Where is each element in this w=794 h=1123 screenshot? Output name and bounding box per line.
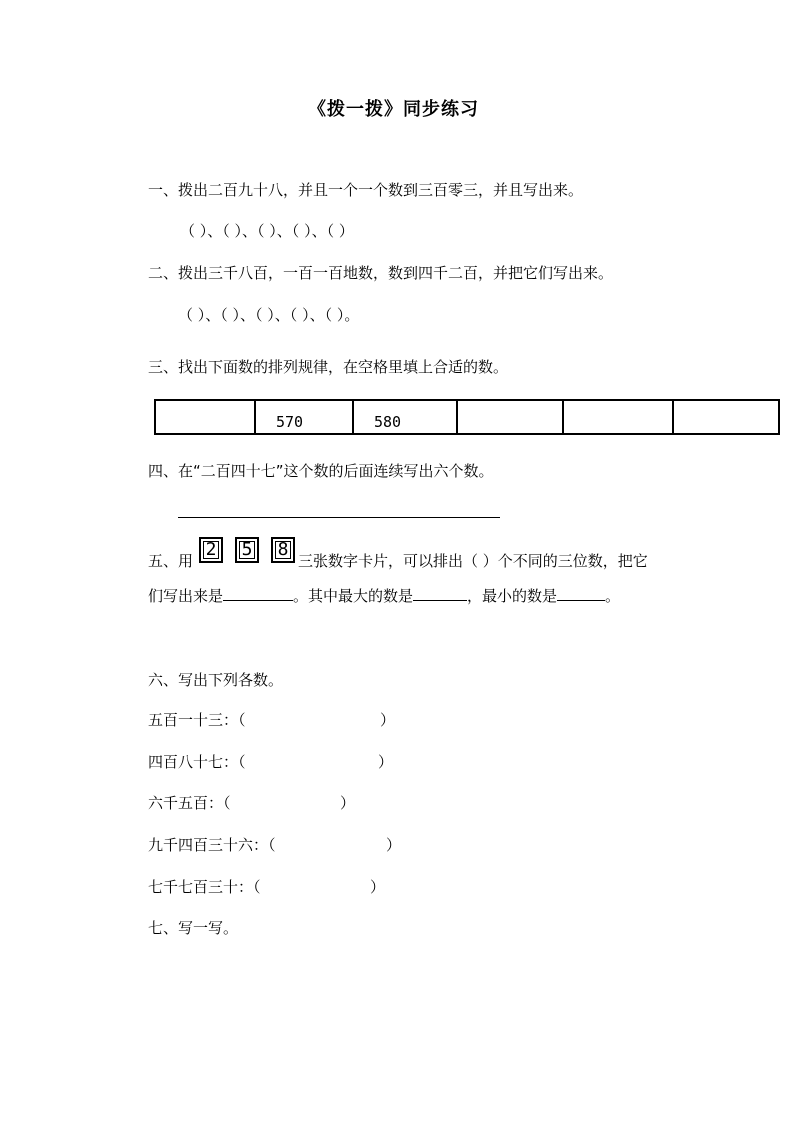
sequence-cell: 570 (255, 400, 353, 434)
digit-card: 5 (235, 537, 259, 563)
sequence-cell[interactable] (155, 400, 255, 434)
question-5-prefix: 五、用 (148, 552, 194, 570)
question-5-text-b: 。其中最大的数是 (293, 587, 414, 605)
question-6-item: 六千五百：（ (148, 794, 231, 812)
digit-card: 2 (199, 537, 223, 563)
question-1-text: 一、拨出二百九十八，并且一个一个数到三百零三，并且写出来。 (148, 181, 584, 199)
question-5-line2 (148, 585, 620, 606)
question-2-answers: （ ）、（ ）、（ ）、（ ）、（ ）。 (178, 306, 360, 324)
answer-blank-all[interactable] (223, 585, 293, 601)
question-7-text: 七、写一写。 (148, 919, 239, 937)
question-5-text-d: 。 (605, 587, 621, 605)
sequence-cell[interactable] (673, 400, 779, 434)
sequence-cell[interactable] (457, 400, 563, 434)
question-5-line1: 三张数字卡片，可以排出（ ）个不同的三位数，把它 (298, 552, 648, 570)
question-2-text: 二、拨出三千八百，一百一百地数，数到四千二百，并把它们写出来。 (148, 264, 614, 282)
answer-blank-max[interactable] (413, 585, 467, 601)
question-1-answers: （ ）、（ ）、（ ）、（ ）、（ ） (180, 222, 354, 240)
question-6-item: 九千四百三十六：（ (148, 836, 276, 854)
page-title: 《拨一拨》同步练习 (308, 99, 479, 120)
sequence-cell[interactable] (563, 400, 673, 434)
question-5-text-c: ，最小的数是 (467, 587, 558, 605)
sequence-table (154, 399, 780, 435)
question-6-item-close: ） (386, 836, 402, 854)
question-6-item-close: ） (370, 878, 386, 896)
question-5-text-a: 们写出来是 (148, 587, 224, 605)
sequence-cell: 580 (353, 400, 457, 434)
question-6-item: 五百一十三：（ (148, 711, 246, 729)
digit-card: 8 (271, 537, 295, 563)
question-3-text: 三、找出下面数的排列规律，在空格里填上合适的数。 (148, 358, 509, 376)
question-6-item-close: ） (378, 753, 394, 771)
question-6-item: 四百八十七：（ (148, 753, 246, 771)
question-4-text: 四、在“二百四十七”这个数的后面连续写出六个数。 (148, 462, 494, 480)
answer-blank-min[interactable] (557, 585, 605, 601)
question-6-text: 六、写出下列各数。 (148, 671, 284, 689)
question-6-item: 七千七百三十：（ (148, 878, 261, 896)
question-6-item-close: ） (380, 711, 396, 729)
answer-line[interactable] (178, 517, 500, 518)
question-6-item-close: ） (340, 794, 356, 812)
